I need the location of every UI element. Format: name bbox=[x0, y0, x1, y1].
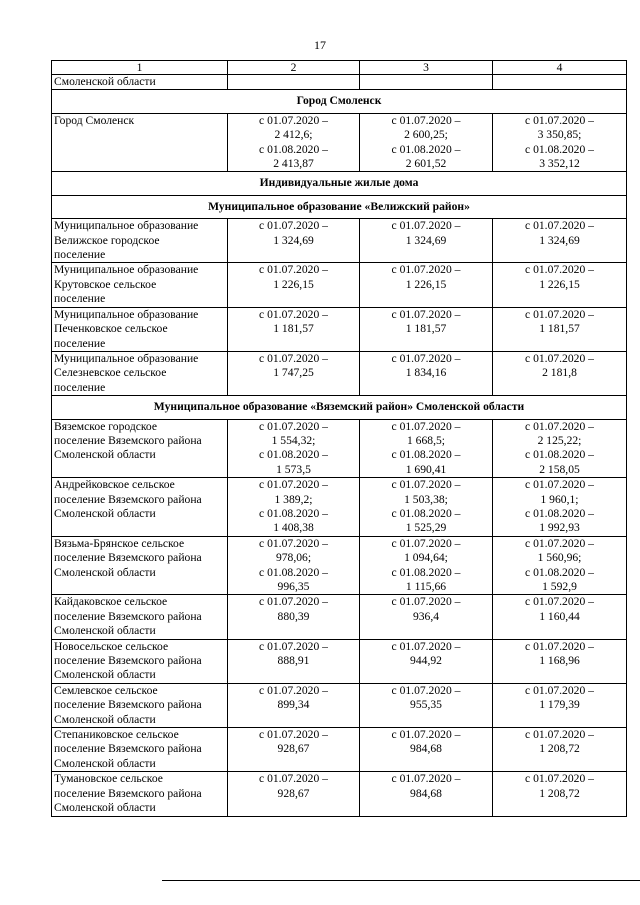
tariff-line: с 01.07.2020 – bbox=[391, 351, 461, 365]
tariff-line: 1 554,32; bbox=[271, 433, 316, 447]
section-header-row bbox=[52, 396, 627, 419]
column-header-4: 4 bbox=[493, 61, 627, 75]
tariff-line: 1 324,69 bbox=[539, 233, 580, 247]
municipality-name-cell bbox=[52, 683, 228, 727]
tariff-line: 1 690,41 bbox=[405, 462, 447, 476]
municipality-name-cell bbox=[52, 536, 228, 595]
tariff-line: с 01.07.2020 – bbox=[259, 419, 328, 433]
table-row bbox=[52, 536, 627, 595]
column-header-1: 1 bbox=[52, 61, 228, 75]
tariff-line: с 01.07.2020 – bbox=[525, 595, 594, 609]
tariff-line: с 01.08.2020 – bbox=[525, 565, 594, 579]
table-header-row bbox=[52, 61, 627, 75]
municipality-name-line: поселение Вяземского района bbox=[54, 786, 202, 800]
tariff-cell-col4 bbox=[493, 307, 627, 351]
tariff-line: 928,67 bbox=[277, 742, 310, 756]
tariff-line: 1 324,69 bbox=[273, 233, 314, 247]
tariff-line: 1 960,1; bbox=[540, 492, 579, 506]
tariff-line: с 01.07.2020 – bbox=[525, 113, 594, 127]
tariff-line: с 01.07.2020 – bbox=[525, 683, 594, 697]
tariff-line: 1 525,29 bbox=[405, 521, 447, 535]
tariff-line: 1 181,57 bbox=[405, 322, 447, 336]
municipality-name-line: Смоленской области bbox=[54, 712, 156, 726]
municipality-name-line: Муниципальное образование bbox=[54, 307, 199, 321]
tariff-line: с 01.07.2020 – bbox=[525, 728, 594, 742]
tariff-line: 1 389,2; bbox=[274, 492, 313, 506]
tariff-table bbox=[51, 60, 627, 817]
municipality-name-line: Муниципальное образование bbox=[54, 263, 199, 277]
tariff-cell-col2 bbox=[228, 351, 360, 395]
tariff-line: с 01.08.2020 – bbox=[525, 142, 594, 156]
tariff-line: с 01.08.2020 – bbox=[525, 506, 594, 520]
section-title: Муниципальное образование «Вяземский район» Смоленской области bbox=[52, 396, 627, 419]
tariff-line: 1 115,66 bbox=[405, 580, 447, 593]
tariff-line: 2 158,05 bbox=[539, 462, 580, 476]
tariff-line: 1 168,96 bbox=[539, 654, 580, 668]
tariff-line: с 01.07.2020 – bbox=[391, 639, 461, 653]
tariff-line: с 01.07.2020 – bbox=[391, 536, 461, 550]
tariff-line: с 01.07.2020 – bbox=[391, 683, 461, 697]
municipality-name-line: поселение Вяземского района bbox=[54, 433, 202, 447]
tariff-cell-col2 bbox=[228, 683, 360, 727]
tariff-cell-col4 bbox=[493, 419, 627, 478]
municipality-name-line: Селезневское сельское bbox=[54, 366, 167, 380]
tariff-cell-col2 bbox=[228, 772, 360, 816]
municipality-name-line: Новосельское сельское bbox=[54, 639, 169, 653]
tariff-line: 1 324,69 bbox=[405, 233, 447, 247]
table-row bbox=[52, 113, 627, 172]
tariff-cell-col3 bbox=[360, 263, 493, 307]
tariff-line: 1 668,5; bbox=[406, 433, 445, 447]
tariff-cell-col2 bbox=[228, 75, 360, 90]
municipality-name-cell bbox=[52, 75, 228, 90]
tariff-line: с 01.07.2020 – bbox=[525, 263, 594, 277]
tariff-line: 1 181,57 bbox=[273, 322, 314, 336]
tariff-line: с 01.07.2020 – bbox=[259, 263, 328, 277]
table-row bbox=[52, 263, 627, 307]
tariff-line: с 01.07.2020 – bbox=[391, 478, 461, 492]
municipality-name-line: поселение Вяземского района bbox=[54, 698, 202, 712]
municipality-name-line: Смоленской области bbox=[54, 801, 156, 815]
tariff-cell-col4 bbox=[493, 219, 627, 263]
tariff-line: с 01.07.2020 – bbox=[525, 419, 594, 433]
tariff-cell-col3 bbox=[360, 351, 493, 395]
municipality-name-line: Город Смоленск bbox=[54, 113, 135, 127]
tariff-cell-col3 bbox=[360, 728, 493, 772]
municipality-name-cell bbox=[52, 595, 228, 639]
municipality-name-line: Смоленской области bbox=[54, 506, 156, 520]
tariff-line: с 01.07.2020 – bbox=[525, 639, 594, 653]
municipality-name-line: Тумановское сельское bbox=[54, 772, 163, 786]
tariff-cell-col3 bbox=[360, 75, 493, 90]
tariff-line: 984,68 bbox=[410, 742, 442, 756]
tariff-cell-col3 bbox=[360, 307, 493, 351]
footer-rule bbox=[162, 880, 640, 881]
municipality-name-cell bbox=[52, 728, 228, 772]
tariff-line: с 01.07.2020 – bbox=[391, 419, 461, 433]
tariff-line: 1 094,64; bbox=[404, 551, 448, 565]
tariff-line: с 01.08.2020 – bbox=[259, 142, 328, 156]
tariff-cell-col3 bbox=[360, 219, 493, 263]
municipality-name-cell bbox=[52, 419, 228, 478]
municipality-name-line: поселение Вяземского района bbox=[54, 742, 202, 756]
municipality-name-line: Смоленской области bbox=[54, 756, 156, 770]
tariff-line: 936,4 bbox=[412, 609, 440, 623]
municipality-name-line: поселение bbox=[54, 336, 106, 350]
tariff-line: с 01.07.2020 – bbox=[391, 219, 461, 233]
tariff-line: с 01.08.2020 – bbox=[259, 506, 328, 520]
tariff-line: с 01.07.2020 – bbox=[259, 219, 328, 233]
municipality-name-line: Вяземское городское bbox=[54, 419, 157, 433]
tariff-line: с 01.07.2020 – bbox=[391, 113, 461, 127]
tariff-cell-col2 bbox=[228, 263, 360, 307]
tariff-line: с 01.07.2020 – bbox=[525, 478, 594, 492]
tariff-line: с 01.08.2020 – bbox=[391, 506, 461, 520]
tariff-line: 2 601,52 bbox=[405, 157, 447, 171]
tariff-cell-col4 bbox=[493, 478, 627, 537]
column-header-2: 2 bbox=[228, 61, 360, 75]
tariff-line: 1 503,38; bbox=[404, 492, 448, 506]
tariff-cell-col3 bbox=[360, 683, 493, 727]
municipality-name-line: Степаниковское сельское bbox=[54, 728, 179, 742]
tariff-line: с 01.08.2020 – bbox=[391, 448, 461, 462]
section-header-row bbox=[52, 195, 627, 218]
tariff-line: 984,68 bbox=[410, 786, 442, 800]
tariff-line: с 01.07.2020 – bbox=[259, 595, 328, 609]
tariff-line: с 01.07.2020 – bbox=[525, 536, 594, 550]
municipality-name-line: Кайдаковское сельское bbox=[54, 595, 168, 609]
tariff-line: с 01.07.2020 – bbox=[525, 307, 594, 321]
tariff-line: 2 125,22; bbox=[537, 433, 582, 447]
tariff-line: с 01.07.2020 – bbox=[259, 728, 328, 742]
table-row bbox=[52, 639, 627, 683]
page-number: 17 bbox=[314, 38, 326, 52]
tariff-line: 3 350,85; bbox=[537, 128, 582, 142]
section-title: Муниципальное образование «Велижский район» bbox=[52, 195, 627, 218]
section-title: Город Смоленск bbox=[52, 90, 627, 113]
tariff-line: 1 408,38 bbox=[273, 521, 314, 535]
tariff-line: 1 834,16 bbox=[405, 366, 447, 380]
tariff-line: 1 160,44 bbox=[539, 609, 580, 623]
municipality-name-line: поселение Вяземского района bbox=[54, 609, 202, 623]
tariff-line: 955,35 bbox=[410, 698, 442, 712]
table-row bbox=[52, 478, 627, 537]
table-row bbox=[52, 683, 627, 727]
table-row bbox=[52, 351, 627, 395]
tariff-cell-col2 bbox=[228, 728, 360, 772]
tariff-cell-col3 bbox=[360, 536, 493, 595]
tariff-line: с 01.07.2020 – bbox=[259, 772, 328, 786]
tariff-cell-col3 bbox=[360, 113, 493, 172]
municipality-name-cell bbox=[52, 219, 228, 263]
tariff-cell-col4 bbox=[493, 536, 627, 595]
tariff-cell-col2 bbox=[228, 595, 360, 639]
municipality-name-line: Андрейковское сельское bbox=[54, 478, 175, 492]
tariff-line: с 01.07.2020 – bbox=[259, 307, 328, 321]
tariff-cell-col4 bbox=[493, 75, 627, 90]
municipality-name-line: Печенковское сельское bbox=[54, 322, 168, 336]
tariff-line: 996,35 bbox=[277, 580, 310, 593]
tariff-line: с 01.08.2020 – bbox=[259, 448, 328, 462]
municipality-name-line: поселение bbox=[54, 292, 106, 306]
tariff-cell-col3 bbox=[360, 639, 493, 683]
municipality-name-cell bbox=[52, 478, 228, 537]
municipality-name-line: Велижское городское bbox=[54, 233, 160, 247]
tariff-cell-col2 bbox=[228, 478, 360, 537]
tariff-line: 2 413,87 bbox=[273, 157, 314, 171]
tariff-cell-col3 bbox=[360, 595, 493, 639]
tariff-cell-col2 bbox=[228, 639, 360, 683]
tariff-cell-col2 bbox=[228, 419, 360, 478]
tariff-line: 1 226,15 bbox=[405, 277, 447, 291]
municipality-name-cell bbox=[52, 639, 228, 683]
municipality-name-line: Смоленской области bbox=[54, 624, 156, 638]
municipality-name-line: Семлевское сельское bbox=[54, 683, 158, 697]
tariff-line: с 01.07.2020 – bbox=[391, 772, 461, 786]
tariff-line: 1 208,72 bbox=[539, 742, 580, 756]
table-row bbox=[52, 307, 627, 351]
municipality-name-line: поселение bbox=[54, 248, 106, 262]
tariff-line: с 01.07.2020 – bbox=[259, 351, 328, 365]
tariff-line: с 01.08.2020 – bbox=[259, 565, 328, 579]
tariff-line: 1 560,96; bbox=[537, 551, 582, 565]
tariff-line: 978,06; bbox=[275, 551, 312, 565]
tariff-cell-col4 bbox=[493, 639, 627, 683]
table-row bbox=[52, 772, 627, 816]
tariff-line: 1 179,39 bbox=[539, 698, 580, 712]
tariff-line: 1 181,57 bbox=[539, 322, 580, 336]
tariff-line: 1 747,25 bbox=[273, 366, 314, 380]
municipality-name-cell bbox=[52, 351, 228, 395]
tariff-line: 2 600,25; bbox=[404, 128, 448, 142]
section-header-row bbox=[52, 172, 627, 195]
table-row bbox=[52, 219, 627, 263]
municipality-name-cell bbox=[52, 263, 228, 307]
municipality-name-cell bbox=[52, 307, 228, 351]
tariff-line: с 01.08.2020 – bbox=[391, 565, 461, 579]
municipality-name-line: Муниципальное образование bbox=[54, 219, 199, 233]
municipality-name-line: Смоленской области bbox=[54, 565, 156, 579]
tariff-cell-col4 bbox=[493, 728, 627, 772]
tariff-cell-col2 bbox=[228, 536, 360, 595]
municipality-name-line: поселение Вяземского района bbox=[54, 654, 202, 668]
municipality-name-line: Крутовское сельское bbox=[54, 277, 157, 291]
tariff-cell-col2 bbox=[228, 113, 360, 172]
tariff-line: с 01.07.2020 – bbox=[259, 113, 328, 127]
tariff-line: 888,91 bbox=[277, 654, 310, 668]
tariff-line: с 01.07.2020 – bbox=[259, 536, 328, 550]
tariff-line: с 01.07.2020 – bbox=[391, 728, 461, 742]
tariff-cell-col2 bbox=[228, 219, 360, 263]
section-title: Индивидуальные жилые дома bbox=[52, 172, 627, 195]
tariff-line: с 01.07.2020 – bbox=[259, 683, 328, 697]
tariff-cell-col4 bbox=[493, 772, 627, 816]
tariff-cell-col2 bbox=[228, 307, 360, 351]
tariff-line: 2 412,6; bbox=[274, 128, 313, 142]
tariff-cell-col4 bbox=[493, 113, 627, 172]
tariff-line: 1 226,15 bbox=[539, 277, 580, 291]
municipality-name-line: Вязьма-Брянское сельское bbox=[54, 536, 185, 550]
tariff-line: с 01.07.2020 – bbox=[525, 351, 594, 365]
tariff-line: 944,92 bbox=[410, 654, 442, 668]
municipality-name-line: поселение bbox=[54, 380, 106, 394]
municipality-name-line: Муниципальное образование bbox=[54, 351, 199, 365]
tariff-cell-col4 bbox=[493, 263, 627, 307]
table-row bbox=[52, 75, 627, 90]
municipality-name-line: поселение Вяземского района bbox=[54, 492, 202, 506]
table-row bbox=[52, 419, 627, 478]
tariff-line: 1 208,72 bbox=[539, 786, 580, 800]
tariff-cell-col4 bbox=[493, 351, 627, 395]
tariff-line: 1 573,5 bbox=[276, 462, 311, 476]
tariff-line: 928,67 bbox=[277, 786, 310, 800]
table-row bbox=[52, 728, 627, 772]
tariff-line: 880,39 bbox=[277, 609, 310, 623]
tariff-line: 1 592,9 bbox=[542, 580, 577, 593]
tariff-line: 2 181,8 bbox=[542, 366, 577, 380]
municipality-name-line: Смоленской области bbox=[54, 668, 156, 682]
municipality-name-cell bbox=[52, 772, 228, 816]
tariff-line: с 01.07.2020 – bbox=[391, 263, 461, 277]
tariff-line: с 01.07.2020 – bbox=[525, 219, 594, 233]
municipality-name-cell bbox=[52, 113, 228, 172]
tariff-cell-col3 bbox=[360, 478, 493, 537]
tariff-line: 3 352,12 bbox=[539, 157, 580, 171]
tariff-cell-col3 bbox=[360, 419, 493, 478]
column-header-3: 3 bbox=[360, 61, 493, 75]
tariff-line: 1 992,93 bbox=[539, 521, 580, 535]
tariff-cell-col4 bbox=[493, 595, 627, 639]
tariff-line: с 01.07.2020 – bbox=[391, 307, 461, 321]
tariff-line: с 01.07.2020 – bbox=[259, 639, 328, 653]
tariff-line: 1 226,15 bbox=[273, 277, 314, 291]
tariff-line: с 01.08.2020 – bbox=[391, 142, 461, 156]
tariff-cell-col3 bbox=[360, 772, 493, 816]
tariff-line: с 01.08.2020 – bbox=[525, 448, 594, 462]
tariff-line: с 01.07.2020 – bbox=[525, 772, 594, 786]
tariff-line: с 01.07.2020 – bbox=[391, 595, 461, 609]
municipality-name-line: Смоленской области bbox=[54, 448, 156, 462]
table-row bbox=[52, 595, 627, 639]
municipality-name-line: поселение Вяземского района bbox=[54, 551, 202, 565]
tariff-line: с 01.07.2020 – bbox=[259, 478, 328, 492]
tariff-line: 899,34 bbox=[277, 698, 310, 712]
section-header-row bbox=[52, 90, 627, 113]
tariff-cell-col4 bbox=[493, 683, 627, 727]
municipality-name-line: Смоленской области bbox=[54, 75, 156, 88]
